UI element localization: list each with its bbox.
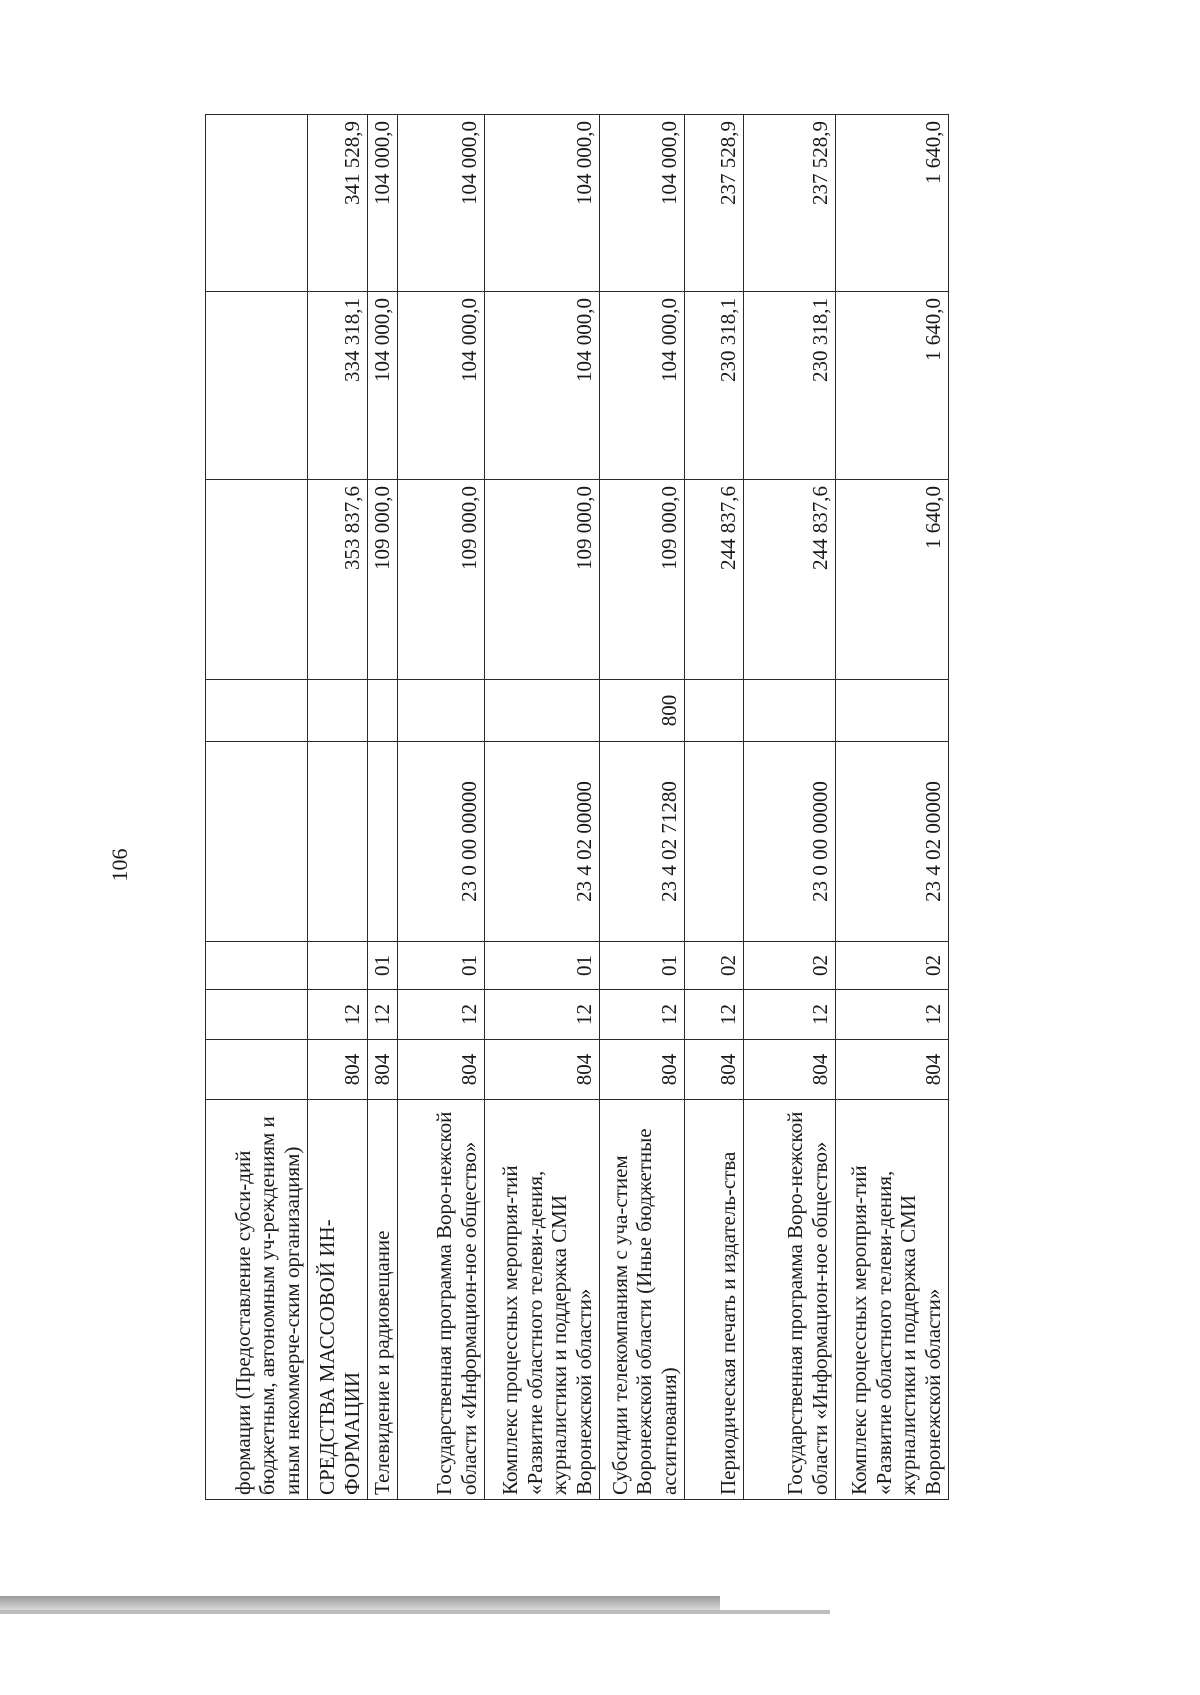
cell-rz: 12	[836, 990, 949, 1040]
cell-csr	[308, 742, 368, 942]
cell-sum-3: 341 528,9	[308, 115, 368, 292]
cell-sum-1: 244 837,6	[685, 480, 744, 680]
cell-gr: 804	[600, 1040, 685, 1100]
table-body	[206, 115, 949, 1500]
cell-csr	[685, 742, 744, 942]
cell-sum-3	[206, 115, 308, 292]
cell-vr	[398, 680, 485, 742]
cell-sum-1: 244 837,6	[744, 480, 836, 680]
cell-gr: 804	[685, 1040, 744, 1100]
cell-vr: 800	[600, 680, 685, 742]
cell-sum-1: 109 000,0	[368, 480, 398, 680]
cell-sum-2: 104 000,0	[368, 292, 398, 480]
scan-edge-line	[0, 1610, 830, 1614]
row-name: Государственная программа Воро-нежской области «Информацион-ное общество»	[744, 1100, 836, 1500]
cell-sum-3: 237 528,9	[685, 115, 744, 292]
cell-sum-3: 104 000,0	[485, 115, 600, 292]
cell-csr: 23 0 00 00000	[398, 742, 485, 942]
rotated-table-container	[205, 115, 949, 1500]
table-row	[600, 115, 685, 1500]
cell-gr: 804	[368, 1040, 398, 1100]
cell-pr: 01	[485, 942, 600, 990]
cell-sum-2: 104 000,0	[600, 292, 685, 480]
row-name: Периодическая печать и издатель-ства	[685, 1100, 744, 1500]
cell-pr: 02	[685, 942, 744, 990]
cell-sum-1: 109 000,0	[398, 480, 485, 680]
cell-rz: 12	[398, 990, 485, 1040]
row-name: формации (Предоставление субси-дий бюджетным, автономным уч-реждениям и иным некоммерче-ским организациям)	[206, 1100, 308, 1500]
table-row	[685, 115, 744, 1500]
page-number: 106	[107, 848, 132, 882]
cell-sum-2: 334 318,1	[308, 292, 368, 480]
cell-vr	[744, 680, 836, 742]
cell-sum-2: 1 640,0	[836, 292, 949, 480]
cell-rz: 12	[685, 990, 744, 1040]
scan-edge-shadow	[0, 1596, 720, 1610]
row-name: Телевидение и радиовещание	[368, 1100, 398, 1500]
cell-csr: 23 4 02 00000	[485, 742, 600, 942]
cell-sum-3: 1 640,0	[836, 115, 949, 292]
table-row	[368, 115, 398, 1500]
cell-vr	[685, 680, 744, 742]
cell-pr: 01	[600, 942, 685, 990]
cell-sum-3: 104 000,0	[398, 115, 485, 292]
cell-rz	[206, 990, 308, 1040]
row-name: Государственная программа Воро-нежской области «Информацион-ное общество»	[398, 1100, 485, 1500]
cell-vr	[836, 680, 949, 742]
cell-sum-3: 104 000,0	[368, 115, 398, 292]
cell-gr	[206, 1040, 308, 1100]
cell-csr: 23 4 02 71280	[600, 742, 685, 942]
cell-pr: 02	[744, 942, 836, 990]
table-row	[744, 115, 836, 1500]
cell-rz: 12	[485, 990, 600, 1040]
cell-sum-3: 104 000,0	[600, 115, 685, 292]
cell-sum-1: 1 640,0	[836, 480, 949, 680]
table-row	[398, 115, 485, 1500]
cell-sum-1	[206, 480, 308, 680]
cell-sum-2	[206, 292, 308, 480]
row-name: Комплекс процессных мероприя-тий «Развитие областного телеви-дения, журналистики и поддержка СМИ Воронежской области»	[836, 1100, 949, 1500]
cell-gr: 804	[836, 1040, 949, 1100]
cell-gr: 804	[485, 1040, 600, 1100]
budget-table	[205, 114, 949, 1500]
table-row	[308, 115, 368, 1500]
cell-rz: 12	[308, 990, 368, 1040]
cell-sum-2: 230 318,1	[685, 292, 744, 480]
cell-rz: 12	[368, 990, 398, 1040]
cell-gr: 804	[308, 1040, 368, 1100]
table-row	[206, 115, 308, 1500]
table-row	[485, 115, 600, 1500]
cell-sum-1: 109 000,0	[600, 480, 685, 680]
cell-vr	[485, 680, 600, 742]
cell-gr: 804	[398, 1040, 485, 1100]
cell-csr: 23 0 00 00000	[744, 742, 836, 942]
table-row	[836, 115, 949, 1500]
cell-sum-2: 230 318,1	[744, 292, 836, 480]
row-name: СРЕДСТВА МАССОВОЙ ИН-ФОРМАЦИИ	[308, 1100, 368, 1500]
row-name: Субсидии телекомпаниям с уча-стием Воронежской области (Иные бюджетные ассигнования)	[600, 1100, 685, 1500]
cell-rz: 12	[600, 990, 685, 1040]
cell-sum-1: 353 837,6	[308, 480, 368, 680]
cell-gr: 804	[744, 1040, 836, 1100]
cell-vr	[308, 680, 368, 742]
cell-sum-1: 109 000,0	[485, 480, 600, 680]
cell-csr	[368, 742, 398, 942]
cell-pr: 01	[368, 942, 398, 990]
cell-sum-3: 237 528,9	[744, 115, 836, 292]
cell-csr	[206, 742, 308, 942]
cell-csr: 23 4 02 00000	[836, 742, 949, 942]
cell-pr: 02	[836, 942, 949, 990]
cell-vr	[206, 680, 308, 742]
cell-pr: 01	[398, 942, 485, 990]
cell-vr	[368, 680, 398, 742]
cell-rz: 12	[744, 990, 836, 1040]
row-name: Комплекс процессных мероприя-тий «Развитие областного телеви-дения, журналистики и поддержка СМИ Воронежской области»	[485, 1100, 600, 1500]
cell-pr	[308, 942, 368, 990]
cell-sum-2: 104 000,0	[485, 292, 600, 480]
cell-sum-2: 104 000,0	[398, 292, 485, 480]
cell-pr	[206, 942, 308, 990]
